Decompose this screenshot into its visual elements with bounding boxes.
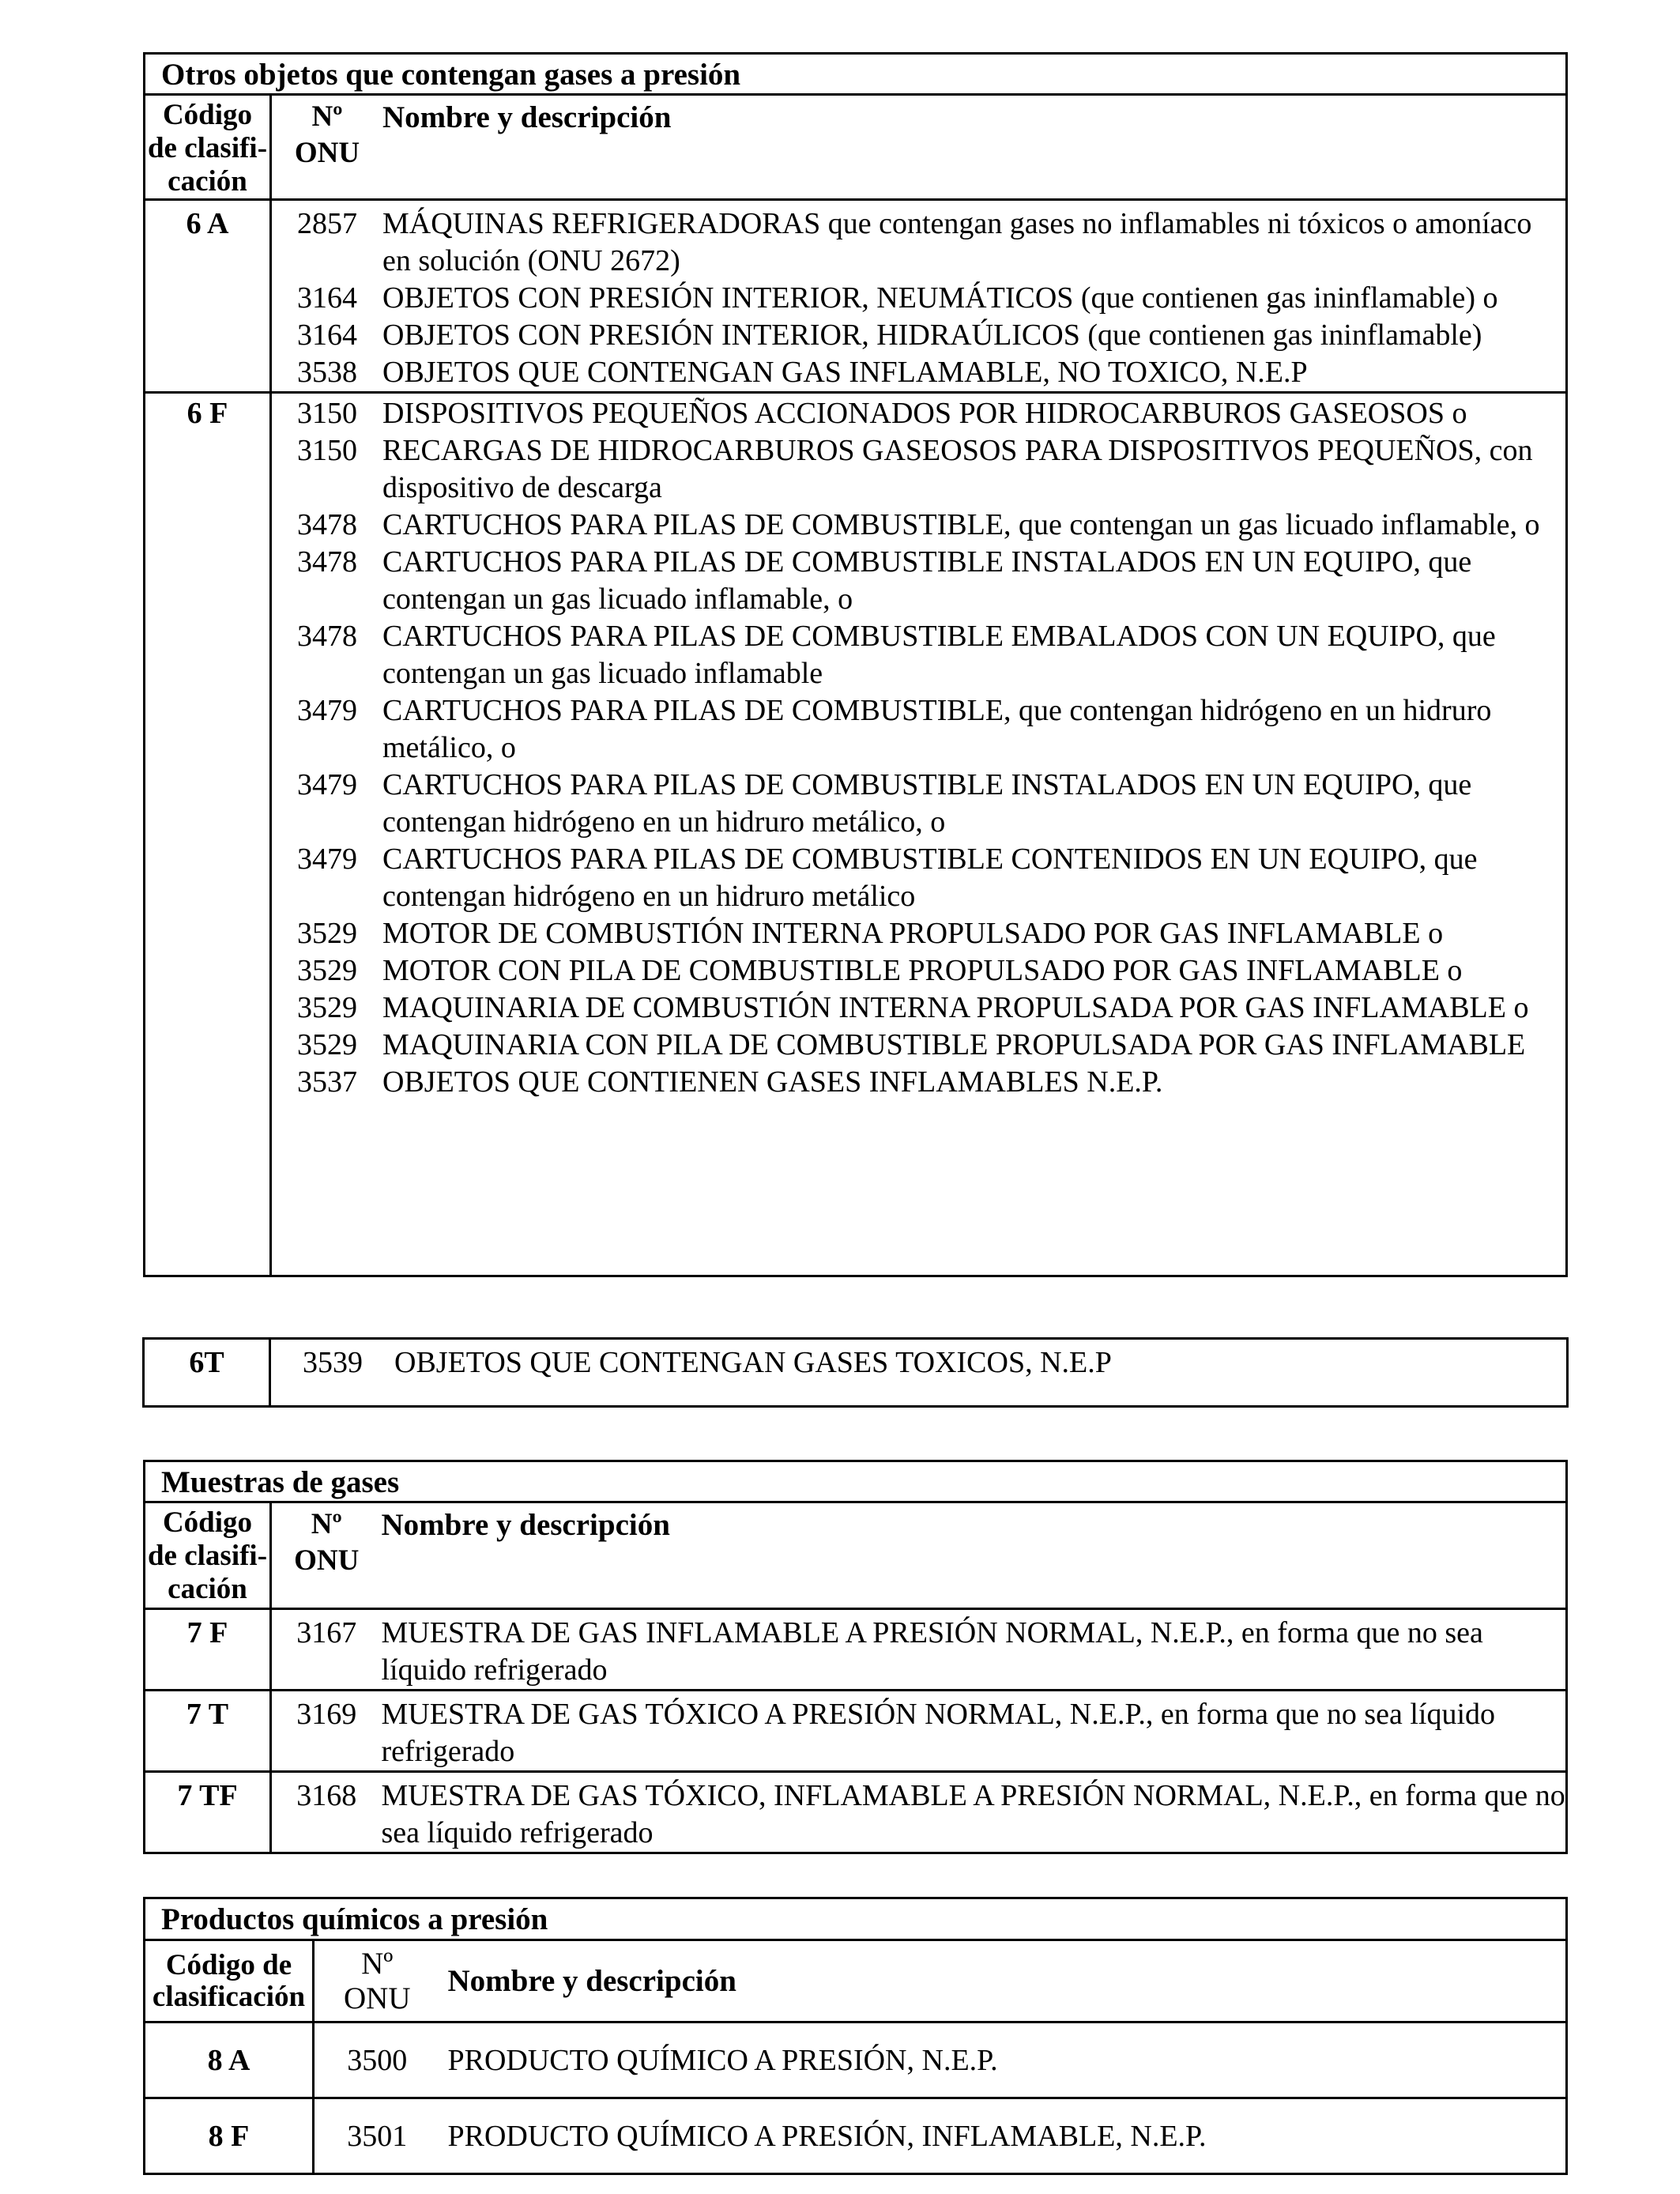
table-productos-quimicos xyxy=(143,1897,1568,2175)
onu-number: 3537 xyxy=(297,1065,357,1099)
row-num: 3169 xyxy=(271,1691,382,1772)
table-otros-objetos xyxy=(143,52,1568,1277)
item-description: CARTUCHOS PARA PILAS DE COMBUSTIBLE INSTALADOS EN UN EQUIPO, que contengan un gas licuado inflamable, o xyxy=(382,545,1472,616)
row-code: 7 TF xyxy=(145,1772,271,1853)
row-code: 8 A xyxy=(145,2022,314,2098)
header-code: Código de clasifi- cación xyxy=(145,1502,271,1609)
onu-number: 3479 xyxy=(297,843,357,876)
list-item xyxy=(272,507,1565,544)
onu-number: 3529 xyxy=(297,917,357,950)
row-desc: MUESTRA DE GAS INFLAMABLE A PRESIÓN NORMAL, N.E.P., en forma que no sea líquido refrigerado xyxy=(382,1609,1567,1691)
item-description: MAQUINARIA DE COMBUSTIÓN INTERNA PROPULSADA POR GAS INFLAMABLE o xyxy=(382,991,1529,1024)
row-desc: PRODUCTO QUÍMICO A PRESIÓN, INFLAMABLE, N.E.P. xyxy=(440,2098,1567,2174)
onu-number: 3538 xyxy=(297,356,357,389)
list-item xyxy=(272,280,1565,317)
onu-number: 3479 xyxy=(297,694,357,727)
row-code: 6T xyxy=(144,1339,270,1407)
table-title: Muestras de gases xyxy=(145,1461,1567,1502)
list-item xyxy=(272,354,1565,391)
onu-number: 3529 xyxy=(297,1028,357,1061)
list-item xyxy=(272,1027,1565,1064)
item-description: CARTUCHOS PARA PILAS DE COMBUSTIBLE EMBALADOS CON UN EQUIPO, que contengan un gas licuado inflamable xyxy=(382,620,1496,690)
row-code: 8 F xyxy=(145,2098,314,2174)
onu-number: 3479 xyxy=(297,768,357,801)
onu-number: 3529 xyxy=(297,954,357,987)
header-name: Nombre y descripción xyxy=(440,1940,1567,2022)
header-code: Código de clasificación xyxy=(145,1940,314,2022)
item-description: CARTUCHOS PARA PILAS DE COMBUSTIBLE CONTENIDOS EN UN EQUIPO, que contengan hidrógeno en un hidruro metálico xyxy=(382,843,1478,913)
item-description: OBJETOS QUE CONTIENEN GASES INFLAMABLES N.E.P. xyxy=(382,1065,1163,1099)
row-desc: PRODUCTO QUÍMICO A PRESIÓN, N.E.P. xyxy=(440,2022,1567,2098)
list-item xyxy=(272,767,1565,841)
row-desc: MUESTRA DE GAS TÓXICO, INFLAMABLE A PRESIÓN NORMAL, N.E.P., en forma que no sea líquido refrigerado xyxy=(382,1772,1567,1853)
list-item xyxy=(272,952,1565,990)
list-item xyxy=(272,915,1565,952)
list-item xyxy=(272,1064,1565,1101)
row-num: 3167 xyxy=(271,1609,382,1691)
item-description: DISPOSITIVOS PEQUEÑOS ACCIONADOS POR HIDROCARBUROS GASEOSOS o xyxy=(382,397,1467,430)
list-item xyxy=(272,841,1565,915)
header-num: Nº ONU xyxy=(294,100,360,169)
group-code: 6 A xyxy=(145,200,271,393)
item-description: CARTUCHOS PARA PILAS DE COMBUSTIBLE INSTALADOS EN UN EQUIPO, que contengan hidrógeno en un hidruro metálico, o xyxy=(382,768,1472,839)
onu-number: 3164 xyxy=(297,319,357,352)
table-title: Productos químicos a presión xyxy=(145,1898,1567,1940)
item-description: OBJETOS QUE CONTENGAN GAS INFLAMABLE, NO TOXICO, N.E.P xyxy=(382,356,1308,389)
item-description: MOTOR DE COMBUSTIÓN INTERNA PROPULSADO POR GAS INFLAMABLE o xyxy=(382,917,1444,950)
item-description: CARTUCHOS PARA PILAS DE COMBUSTIBLE, que contengan hidrógeno en un hidruro metálico, o xyxy=(382,694,1492,764)
onu-number: 3478 xyxy=(297,545,357,579)
item-description: MOTOR CON PILA DE COMBUSTIBLE PROPULSADO POR GAS INFLAMABLE o xyxy=(382,954,1463,987)
item-description: MÁQUINAS REFRIGERADORAS que contengan gases no inflamables ni tóxicos o amoníaco en solución (ONU 2672) xyxy=(382,207,1532,277)
row-code: 7 F xyxy=(145,1609,271,1691)
item-description: MAQUINARIA CON PILA DE COMBUSTIBLE PROPULSADA POR GAS INFLAMABLE xyxy=(382,1028,1526,1061)
table-muestras-gases xyxy=(143,1460,1568,1854)
item-description: OBJETOS CON PRESIÓN INTERIOR, HIDRAÚLICOS (que contienen gas ininflamable) xyxy=(382,319,1482,352)
header-num-name xyxy=(271,95,1567,200)
row-num: 3501 xyxy=(314,2098,440,2174)
list-item xyxy=(272,395,1565,432)
list-item xyxy=(272,544,1565,618)
item-description: RECARGAS DE HIDROCARBUROS GASEOSOS PARA DISPOSITIVOS PEQUEÑOS, con dispositivo de descarga xyxy=(382,434,1533,504)
group-items xyxy=(271,200,1567,393)
row-desc: OBJETOS QUE CONTENGAN GASES TOXICOS, N.E.P xyxy=(394,1346,1112,1379)
onu-number: 2857 xyxy=(297,207,357,240)
list-item xyxy=(272,990,1565,1027)
group-code: 6 F xyxy=(145,393,271,1276)
row-num: 3500 xyxy=(314,2022,440,2098)
header-name: Nombre y descripción xyxy=(382,1502,1567,1609)
onu-number: 3529 xyxy=(297,991,357,1024)
header-num: Nº ONU xyxy=(314,1940,440,2022)
onu-number: 3150 xyxy=(297,434,357,467)
list-item xyxy=(272,317,1565,354)
list-item xyxy=(272,618,1565,692)
onu-number: 3164 xyxy=(297,281,357,315)
onu-number: 3478 xyxy=(297,620,357,653)
header-name: Nombre y descripción xyxy=(382,100,672,134)
table-6t xyxy=(142,1337,1569,1408)
list-item xyxy=(272,205,1565,280)
onu-number: 3150 xyxy=(297,397,357,430)
onu-number: 3478 xyxy=(297,508,357,541)
row-num: 3168 xyxy=(271,1772,382,1853)
item-description: OBJETOS CON PRESIÓN INTERIOR, NEUMÁTICOS (que contienen gas ininflamable) o xyxy=(382,281,1498,315)
list-item xyxy=(272,692,1565,767)
group-items xyxy=(271,393,1567,1276)
table-title: Otros objetos que contengan gases a presión xyxy=(145,54,1567,95)
row-num: 3539 xyxy=(303,1346,363,1379)
row-body xyxy=(270,1339,1568,1407)
list-item xyxy=(272,432,1565,507)
row-desc: MUESTRA DE GAS TÓXICO A PRESIÓN NORMAL, N.E.P., en forma que no sea líquido refrigerado xyxy=(382,1691,1567,1772)
header-num: Nº ONU xyxy=(271,1502,382,1609)
row-code: 7 T xyxy=(145,1691,271,1772)
item-description: CARTUCHOS PARA PILAS DE COMBUSTIBLE, que contengan un gas licuado inflamable, o xyxy=(382,508,1540,541)
header-code: Código de clasifi- cación xyxy=(145,95,271,200)
